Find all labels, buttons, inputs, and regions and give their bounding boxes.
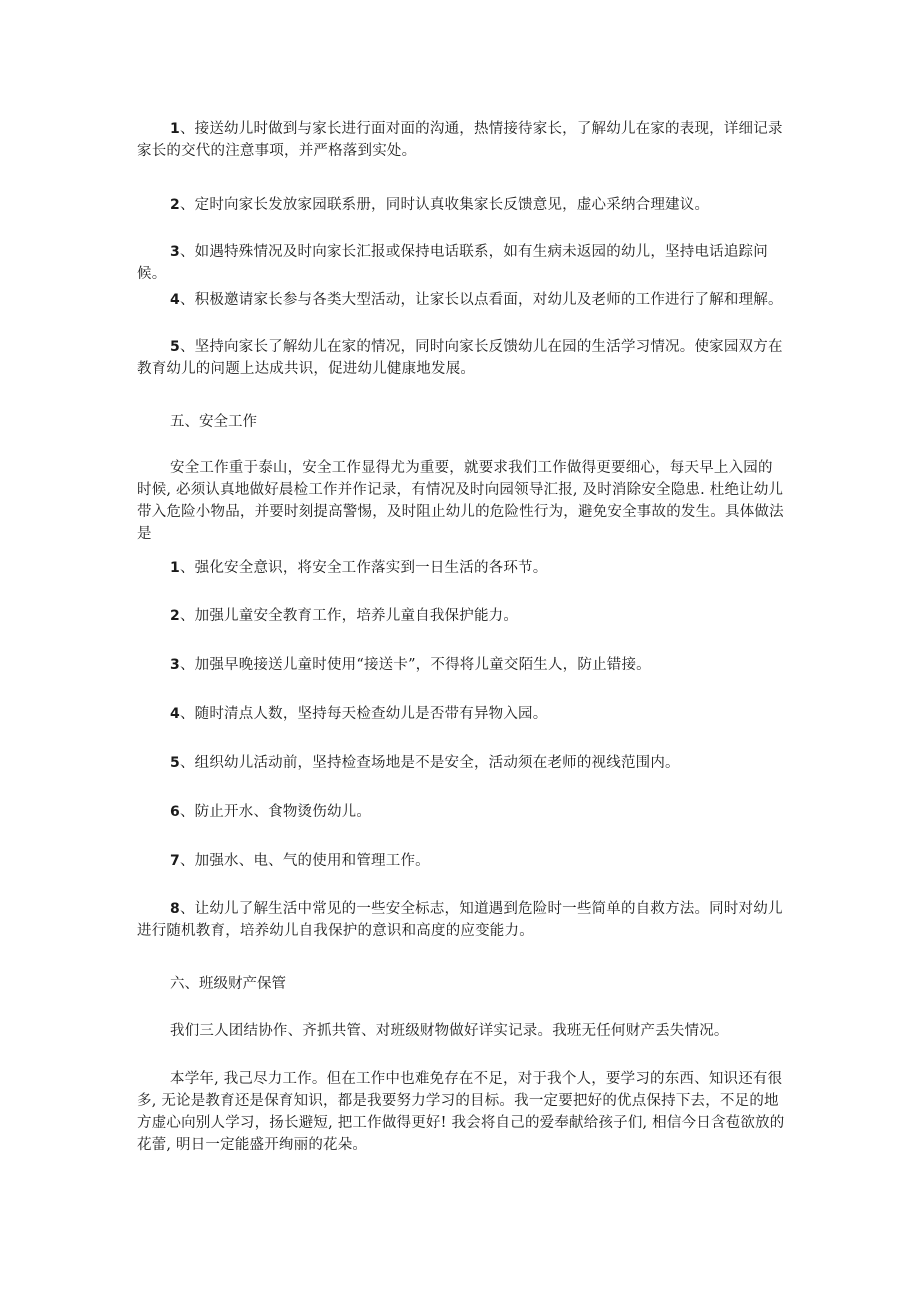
parent-item-2 <box>137 194 787 216</box>
parent-item-5 <box>137 336 787 380</box>
item-text: 、如遇特殊情况及时向家长汇报或保持电话联系，如有生病未返园的幼儿，坚持电话追踪问候。 <box>137 244 768 282</box>
safety-item-2 <box>137 605 787 627</box>
item-text: 、让幼儿了解生活中常见的一些安全标志，知道遇到危险时一些简单的自救方法。同时对幼儿进行随机教育，培养幼儿自我保护的意识和高度的应变能力。 <box>137 901 783 939</box>
item-text: 、坚持向家长了解幼儿在家的情况，同时向家长反馈幼儿在园的生活学习情况。使家园双方在教育幼儿的问题上达成共识，促进幼儿健康地发展。 <box>137 339 783 377</box>
safety-item-5 <box>137 752 787 774</box>
safety-item-7 <box>137 850 787 872</box>
item-text: 、接送幼儿时做到与家长进行面对面的沟通，热情接待家长，了解幼儿在家的表现，详细记录家长的交代的注意事项，并严格落到实处。 <box>137 121 783 159</box>
item-text: 、积极邀请家长参与各类大型活动，让家长以点看面，对幼儿及老师的工作进行了解和理解。 <box>179 292 783 308</box>
safety-item-1 <box>137 557 787 579</box>
item-text: 、随时清点人数，坚持每天检查幼儿是否带有异物入园。 <box>179 706 548 722</box>
item-number: 5 <box>170 755 180 771</box>
item-number: 1 <box>170 121 180 137</box>
summary-paragraph: 本学年, 我己尽力工作。但在工作中也难免存在不足，对于我个人，要学习的东西、知识还有很多, 无论是教育还是保育知识，都是我要努力学习的目标。我一定要把好的优点保持下去，不足的地方虚心向别人学习，扬长避短, 把工作做得更好! 我会将自己的爱奉献给孩子们, 相信今日含苞欲放的花蕾, 明日一定能盛开绚丽的花朵。 <box>137 1071 785 1153</box>
property-paragraph: 我们三人团结协作、齐抓共管、对班级财物做好详实记录。我班无任何财产丢失情况。 <box>170 1023 729 1039</box>
parent-item-1 <box>137 118 787 162</box>
item-number: 4 <box>170 706 180 722</box>
item-text: 、加强水、电、气的使用和管理工作。 <box>179 853 430 869</box>
safety-item-4 <box>137 703 787 725</box>
item-number: 3 <box>170 244 180 260</box>
item-text: 、强化安全意识，将安全工作落实到一日生活的各环节。 <box>179 560 548 576</box>
safety-intro-paragraph: 安全工作重于泰山，安全工作显得尤为重要，就要求我们工作做得更要细心，每天早上入园的时候, 必须认真地做好晨检工作并作记录，有情况及时向园领导汇报, 及时消除安全隐患. 杜绝让幼儿带入危险小物品，并要时刻提高警惕，及时阻止幼儿的危险性行为，避免安全事故的发生。具体做法是 <box>137 460 784 542</box>
item-text: 、防止开水、食物烫伤幼儿。 <box>179 804 372 820</box>
parent-item-3 <box>137 241 787 285</box>
parent-item-4 <box>137 289 787 311</box>
item-text: 、加强儿童安全教育工作，培养儿童自我保护能力。 <box>179 608 519 624</box>
item-number: 7 <box>170 853 180 869</box>
item-number: 2 <box>170 608 180 624</box>
item-number: 1 <box>170 560 180 576</box>
section-heading-safety: 五、安全工作 <box>170 414 257 430</box>
item-number: 4 <box>170 292 180 308</box>
safety-item-8 <box>137 898 787 942</box>
item-number: 5 <box>170 339 180 355</box>
item-number: 2 <box>170 197 180 213</box>
safety-item-6 <box>137 801 787 823</box>
item-text: 、组织幼儿活动前，坚持检查场地是不是安全，活动须在老师的视线范围内。 <box>179 755 680 771</box>
safety-item-3 <box>137 654 787 676</box>
item-number: 8 <box>170 901 180 917</box>
item-text: 、加强早晚接送儿童时使用“接送卡”，不得将儿童交陌生人，防止错接。 <box>179 657 651 673</box>
item-text: 、定时向家长发放家园联系册，同时认真收集家长反馈意见，虚心采纳合理建议。 <box>179 197 710 213</box>
item-number: 3 <box>170 657 180 673</box>
section-heading-property: 六、班级财产保管 <box>170 976 286 992</box>
item-number: 6 <box>170 804 180 820</box>
